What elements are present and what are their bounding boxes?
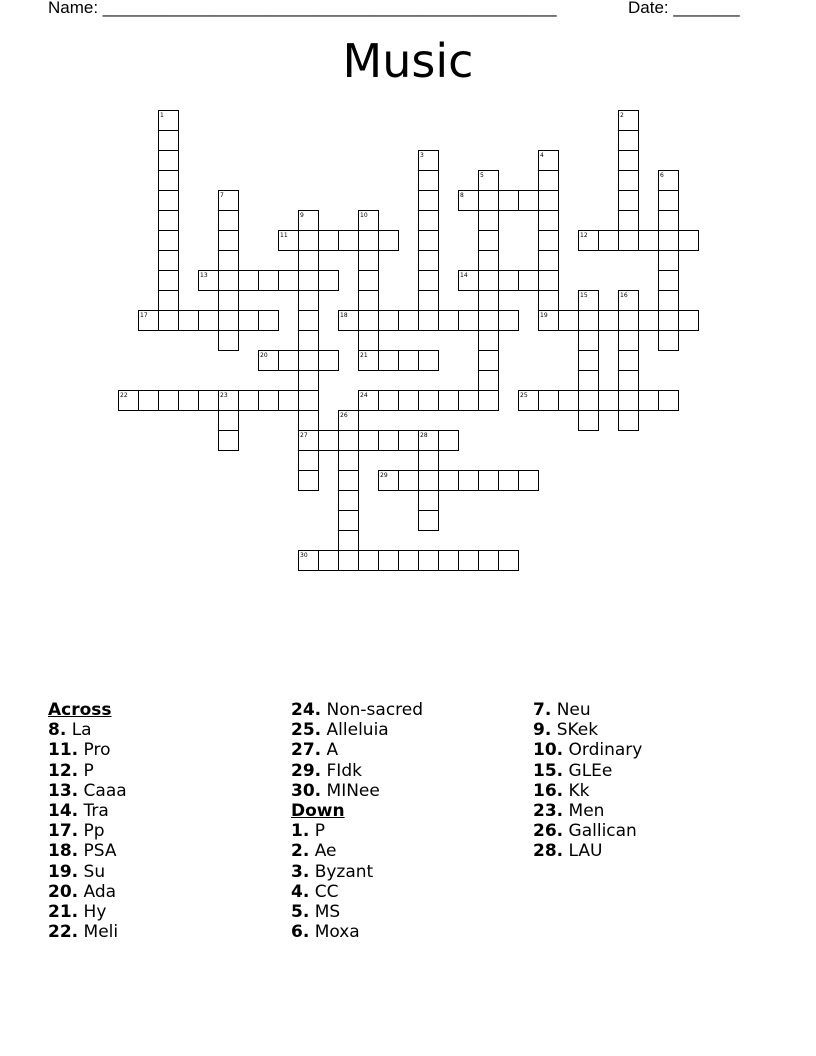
grid-cell[interactable] xyxy=(439,551,459,571)
grid-cell[interactable] xyxy=(359,271,379,291)
grid-cell[interactable] xyxy=(219,331,239,351)
grid-cell[interactable] xyxy=(579,311,599,331)
grid-cell[interactable] xyxy=(319,431,339,451)
clue-text: Meli xyxy=(83,922,119,943)
grid-cell[interactable] xyxy=(379,551,399,571)
clue-number: 1. xyxy=(291,821,310,842)
grid-cell[interactable] xyxy=(339,551,359,571)
grid-cell[interactable] xyxy=(159,391,179,411)
grid-cell[interactable] xyxy=(339,451,359,471)
clue-number: 29. xyxy=(291,760,322,781)
grid-cell[interactable] xyxy=(399,551,419,571)
clue-text: Ada xyxy=(83,881,117,902)
clue-across xyxy=(48,740,127,760)
cell-number: 13 xyxy=(200,272,208,279)
grid-cell[interactable] xyxy=(159,211,179,231)
clue-text: LAU xyxy=(568,841,603,862)
clue-across xyxy=(291,720,423,740)
grid-cell[interactable] xyxy=(619,391,639,411)
clue-text: Men xyxy=(568,801,605,822)
grid-cell[interactable] xyxy=(219,231,239,251)
grid-cell[interactable] xyxy=(259,311,279,331)
grid-cell[interactable] xyxy=(279,391,299,411)
grid-cell[interactable] xyxy=(659,391,679,411)
grid-cell[interactable] xyxy=(339,231,359,251)
grid-cell[interactable] xyxy=(519,271,539,291)
grid-cell[interactable] xyxy=(179,311,199,331)
clue-across xyxy=(48,761,127,781)
grid-cell[interactable] xyxy=(299,231,319,251)
grid-cell[interactable] xyxy=(479,551,499,571)
grid-cell[interactable] xyxy=(299,411,319,431)
clue-across xyxy=(291,700,423,720)
grid-cell[interactable] xyxy=(139,391,159,411)
grid-cell[interactable] xyxy=(419,351,439,371)
grid-cell[interactable] xyxy=(579,371,599,391)
grid-cell[interactable] xyxy=(359,231,379,251)
grid-cell[interactable] xyxy=(419,231,439,251)
grid-cell[interactable] xyxy=(419,211,439,231)
clue-down xyxy=(533,801,642,821)
grid-cell[interactable] xyxy=(419,391,439,411)
grid-cell[interactable] xyxy=(659,291,679,311)
grid-cell[interactable] xyxy=(479,471,499,491)
clue-text: Su xyxy=(83,861,106,882)
grid-cell[interactable] xyxy=(539,191,559,211)
clue-number: 10. xyxy=(533,740,564,761)
grid-cell[interactable] xyxy=(219,291,239,311)
clue-number: 22. xyxy=(48,922,79,943)
grid-cell[interactable] xyxy=(199,311,219,331)
cell-number: 5 xyxy=(480,172,484,179)
grid-cell[interactable] xyxy=(479,251,499,271)
clue-text: Kk xyxy=(568,780,590,801)
cell-number: 29 xyxy=(380,472,388,479)
grid-cell[interactable] xyxy=(419,551,439,571)
clue-across xyxy=(48,922,127,942)
grid-cell[interactable] xyxy=(619,151,639,171)
clue-number: 20. xyxy=(48,881,79,902)
clue-down xyxy=(533,740,642,760)
clue-number: 23. xyxy=(533,801,564,822)
grid-cell[interactable] xyxy=(219,431,239,451)
clue-text: Pp xyxy=(83,821,105,842)
grid-cell[interactable] xyxy=(499,551,519,571)
grid-cell[interactable] xyxy=(299,291,319,311)
grid-cell[interactable] xyxy=(419,451,439,471)
grid-cell[interactable] xyxy=(199,391,219,411)
grid-cell[interactable] xyxy=(339,511,359,531)
cell-number: 6 xyxy=(660,172,664,179)
grid-cell[interactable] xyxy=(279,351,299,371)
clue-down xyxy=(291,902,423,922)
grid-cell[interactable] xyxy=(579,411,599,431)
grid-cell[interactable] xyxy=(399,391,419,411)
grid-cell[interactable] xyxy=(419,491,439,511)
grid-cell[interactable] xyxy=(519,471,539,491)
grid-cell[interactable] xyxy=(579,351,599,371)
grid-cell[interactable] xyxy=(659,211,679,231)
clue-across xyxy=(48,882,127,902)
grid-cell[interactable] xyxy=(659,331,679,351)
grid-cell[interactable] xyxy=(619,211,639,231)
cell-number: 16 xyxy=(620,292,628,299)
clue-number: 28. xyxy=(533,841,564,862)
clue-number: 4. xyxy=(291,881,310,902)
grid-cell[interactable] xyxy=(299,391,319,411)
grid-cell[interactable] xyxy=(579,331,599,351)
cell-number: 18 xyxy=(340,312,348,319)
grid-cell[interactable] xyxy=(319,351,339,371)
clue-number: 14. xyxy=(48,801,79,822)
grid-cell[interactable] xyxy=(479,271,499,291)
grid-cell[interactable] xyxy=(299,471,319,491)
grid-cell[interactable] xyxy=(159,251,179,271)
grid-cell[interactable] xyxy=(499,311,519,331)
clue-number: 26. xyxy=(533,821,564,842)
grid-cell[interactable] xyxy=(159,151,179,171)
grid-cell[interactable] xyxy=(539,211,559,231)
grid-cell[interactable] xyxy=(619,171,639,191)
clue-text: Tra xyxy=(83,801,109,822)
cell-number: 20 xyxy=(260,352,268,359)
grid-cell[interactable] xyxy=(359,291,379,311)
grid-cell[interactable] xyxy=(439,431,459,451)
clue-across xyxy=(48,841,127,861)
grid-cell[interactable] xyxy=(339,491,359,511)
grid-cell[interactable] xyxy=(299,331,319,351)
cell-number: 22 xyxy=(120,392,128,399)
grid-cell[interactable] xyxy=(479,391,499,411)
grid-cell[interactable] xyxy=(419,291,439,311)
grid-cell[interactable] xyxy=(379,231,399,251)
grid-cell[interactable] xyxy=(659,231,679,251)
grid-cell[interactable] xyxy=(399,311,419,331)
cell-number: 10 xyxy=(360,212,368,219)
grid-cell[interactable] xyxy=(679,231,699,251)
cell-number: 8 xyxy=(460,192,464,199)
clue-number: 5. xyxy=(291,902,310,923)
cell-number: 30 xyxy=(300,552,308,559)
clue-number: 6. xyxy=(291,922,310,943)
grid-cell[interactable] xyxy=(359,311,379,331)
cell-number: 19 xyxy=(540,312,548,319)
clue-text: FIdk xyxy=(326,760,362,781)
clue-number: 11. xyxy=(48,740,79,761)
grid-cell[interactable] xyxy=(379,391,399,411)
clue-across xyxy=(48,801,127,821)
grid-cell[interactable] xyxy=(619,311,639,331)
cell-number: 14 xyxy=(460,272,468,279)
grid-cell[interactable] xyxy=(639,311,659,331)
grid-cell[interactable] xyxy=(559,311,579,331)
clue-down xyxy=(291,841,423,861)
grid-cell[interactable] xyxy=(159,231,179,251)
grid-cell[interactable] xyxy=(539,391,559,411)
grid-cell[interactable] xyxy=(639,231,659,251)
clue-down xyxy=(533,761,642,781)
grid-cell[interactable] xyxy=(419,311,439,331)
clue-number: 9. xyxy=(533,720,552,741)
grid-cell[interactable] xyxy=(479,331,499,351)
grid-cell[interactable] xyxy=(239,391,259,411)
clue-number: 15. xyxy=(533,760,564,781)
grid-cell[interactable] xyxy=(299,451,319,471)
cell-number: 17 xyxy=(140,312,148,319)
grid-cell[interactable] xyxy=(359,431,379,451)
clue-number: 18. xyxy=(48,841,79,862)
clue-number: 13. xyxy=(48,780,79,801)
cell-number: 28 xyxy=(420,432,428,439)
grid-cell[interactable] xyxy=(519,191,539,211)
grid-cell[interactable] xyxy=(219,311,239,331)
clue-number: 2. xyxy=(291,841,310,862)
grid-cell[interactable] xyxy=(499,271,519,291)
clue-text: Moxa xyxy=(314,922,360,943)
grid-cell[interactable] xyxy=(439,311,459,331)
cell-number: 4 xyxy=(540,152,544,159)
cell-number: 24 xyxy=(360,392,368,399)
grid-cell[interactable] xyxy=(159,191,179,211)
grid-cell[interactable] xyxy=(659,311,679,331)
across-heading: Across xyxy=(48,700,112,720)
cell-number: 15 xyxy=(580,292,588,299)
grid-cell[interactable] xyxy=(159,171,179,191)
grid-cell[interactable] xyxy=(319,551,339,571)
clue-number: 24. xyxy=(291,700,322,720)
clue-down xyxy=(291,922,423,942)
cell-number: 21 xyxy=(360,352,368,359)
clue-text: Non-sacred xyxy=(326,700,424,720)
name-field-label: Name: ________________________________________________ xyxy=(48,0,557,17)
grid-cell[interactable] xyxy=(399,431,419,451)
cell-number: 11 xyxy=(280,232,288,239)
grid-cell[interactable] xyxy=(539,271,559,291)
grid-cell[interactable] xyxy=(619,231,639,251)
grid-cell[interactable] xyxy=(479,311,499,331)
clue-text: Neu xyxy=(556,700,591,720)
clues-column-1 xyxy=(48,700,127,942)
grid-cell[interactable] xyxy=(319,271,339,291)
grid-cell[interactable] xyxy=(619,351,639,371)
grid-cell[interactable] xyxy=(599,231,619,251)
grid-cell[interactable] xyxy=(639,391,659,411)
clue-down xyxy=(533,720,642,740)
clue-across xyxy=(48,821,127,841)
grid-cell[interactable] xyxy=(219,251,239,271)
grid-cell[interactable] xyxy=(159,291,179,311)
cell-number: 26 xyxy=(340,412,348,419)
grid-cell[interactable] xyxy=(419,511,439,531)
clue-number: 12. xyxy=(48,760,79,781)
grid-cell[interactable] xyxy=(279,271,299,291)
clue-down xyxy=(533,781,642,801)
grid-cell[interactable] xyxy=(619,331,639,351)
clue-number: 27. xyxy=(291,740,322,761)
grid-cell[interactable] xyxy=(679,311,699,331)
clue-text: P xyxy=(314,821,325,842)
grid-cell[interactable] xyxy=(439,391,459,411)
grid-cell[interactable] xyxy=(479,231,499,251)
grid-cell[interactable] xyxy=(599,391,619,411)
grid-cell[interactable] xyxy=(419,471,439,491)
grid-cell[interactable] xyxy=(559,391,579,411)
clue-text: Pro xyxy=(83,740,111,761)
grid-cell[interactable] xyxy=(359,251,379,271)
grid-cell[interactable] xyxy=(459,551,479,571)
grid-cell[interactable] xyxy=(239,311,259,331)
grid-cell[interactable] xyxy=(499,191,519,211)
clue-down xyxy=(533,841,642,861)
cell-number: 9 xyxy=(300,212,304,219)
grid-cell[interactable] xyxy=(419,271,439,291)
grid-cell[interactable] xyxy=(359,551,379,571)
clue-number: 21. xyxy=(48,902,79,923)
clue-text: A xyxy=(326,740,339,761)
grid-cell[interactable] xyxy=(619,191,639,211)
grid-cell[interactable] xyxy=(459,391,479,411)
grid-cell[interactable] xyxy=(339,431,359,451)
grid-cell[interactable] xyxy=(539,251,559,271)
grid-cell[interactable] xyxy=(379,311,399,331)
cell-number: 3 xyxy=(420,152,424,159)
clue-across xyxy=(291,740,423,760)
clue-down xyxy=(533,821,642,841)
grid-cell[interactable] xyxy=(379,351,399,371)
clue-across xyxy=(48,781,127,801)
grid-cell[interactable] xyxy=(419,171,439,191)
clue-down xyxy=(533,700,642,720)
clue-text: MS xyxy=(314,902,341,923)
grid-cell[interactable] xyxy=(479,351,499,371)
grid-cell[interactable] xyxy=(239,271,259,291)
clue-number: 19. xyxy=(48,861,79,882)
cell-number: 2 xyxy=(620,112,624,119)
grid-cell[interactable] xyxy=(399,471,419,491)
grid-cell[interactable] xyxy=(619,411,639,431)
cell-number: 12 xyxy=(580,232,588,239)
grid-cell[interactable] xyxy=(599,311,619,331)
clue-text: Alleluia xyxy=(326,720,389,741)
clue-text: Caaa xyxy=(83,780,127,801)
grid-cell[interactable] xyxy=(379,431,399,451)
clue-text: P xyxy=(83,760,94,781)
clue-across xyxy=(291,761,423,781)
grid-cell[interactable] xyxy=(539,291,559,311)
clue-down xyxy=(291,821,423,841)
grid-cell[interactable] xyxy=(259,271,279,291)
cell-number: 23 xyxy=(220,392,228,399)
clue-number: 16. xyxy=(533,780,564,801)
grid-cell[interactable] xyxy=(479,211,499,231)
down-heading: Down xyxy=(291,801,345,822)
grid-cell[interactable] xyxy=(539,171,559,191)
clue-number: 25. xyxy=(291,720,322,741)
clue-down xyxy=(291,882,423,902)
grid-cell[interactable] xyxy=(419,191,439,211)
grid-cell[interactable] xyxy=(499,471,519,491)
clue-text: Byzant xyxy=(314,861,374,882)
grid-cell[interactable] xyxy=(299,311,319,331)
clue-text: Gallican xyxy=(568,821,637,842)
clue-across xyxy=(48,862,127,882)
clue-text: GLEe xyxy=(568,760,613,781)
clue-text: CC xyxy=(314,881,339,902)
clue-number: 17. xyxy=(48,821,79,842)
grid-cell[interactable] xyxy=(299,271,319,291)
cell-number: 25 xyxy=(520,392,528,399)
grid-cell[interactable] xyxy=(299,251,319,271)
grid-cell[interactable] xyxy=(299,351,319,371)
clues-column-2 xyxy=(291,700,423,942)
grid-cell[interactable] xyxy=(179,391,199,411)
grid-cell[interactable] xyxy=(399,351,419,371)
grid-cell[interactable] xyxy=(339,471,359,491)
clue-number: 30. xyxy=(291,780,322,801)
clue-across xyxy=(291,781,423,801)
grid-cell[interactable] xyxy=(299,371,319,391)
grid-cell[interactable] xyxy=(439,471,459,491)
grid-cell[interactable] xyxy=(419,251,439,271)
clue-text: Ordinary xyxy=(568,740,643,761)
grid-cell[interactable] xyxy=(619,131,639,151)
clue-text: SKek xyxy=(556,720,599,741)
grid-cell[interactable] xyxy=(479,291,499,311)
grid-cell[interactable] xyxy=(159,131,179,151)
clue-text: PSA xyxy=(83,841,117,862)
clue-text: Hy xyxy=(83,902,107,923)
grid-cell[interactable] xyxy=(539,231,559,251)
grid-cell[interactable] xyxy=(359,331,379,351)
cell-number: 27 xyxy=(300,432,308,439)
clue-across xyxy=(48,720,127,740)
grid-cell[interactable] xyxy=(219,411,239,431)
date-field-label: Date: _______ xyxy=(628,0,740,17)
grid-cell[interactable] xyxy=(159,311,179,331)
clue-text: Ae xyxy=(314,841,337,862)
clue-across xyxy=(48,902,127,922)
grid-cell[interactable] xyxy=(659,271,679,291)
grid-cell[interactable] xyxy=(659,191,679,211)
grid-cell[interactable] xyxy=(459,311,479,331)
grid-cell[interactable] xyxy=(619,371,639,391)
grid-cell[interactable] xyxy=(659,251,679,271)
clues-column-3 xyxy=(533,700,642,862)
clue-number: 3. xyxy=(291,861,310,882)
grid-cell[interactable] xyxy=(219,271,239,291)
grid-cell[interactable] xyxy=(219,211,239,231)
grid-cell[interactable] xyxy=(339,531,359,551)
clue-text: MINee xyxy=(326,780,380,801)
clue-number: 8. xyxy=(48,720,67,741)
grid-cell[interactable] xyxy=(459,471,479,491)
grid-cell[interactable] xyxy=(159,271,179,291)
clue-text: La xyxy=(71,720,92,741)
clue-down xyxy=(291,862,423,882)
clue-number: 7. xyxy=(533,700,552,720)
grid-cell[interactable] xyxy=(579,391,599,411)
grid-cell[interactable] xyxy=(479,191,499,211)
cell-number: 1 xyxy=(160,112,164,119)
grid-cell[interactable] xyxy=(259,391,279,411)
grid-cell[interactable] xyxy=(319,231,339,251)
puzzle-title: Music xyxy=(342,34,474,88)
cell-number: 7 xyxy=(220,192,224,199)
grid-cell[interactable] xyxy=(479,371,499,391)
